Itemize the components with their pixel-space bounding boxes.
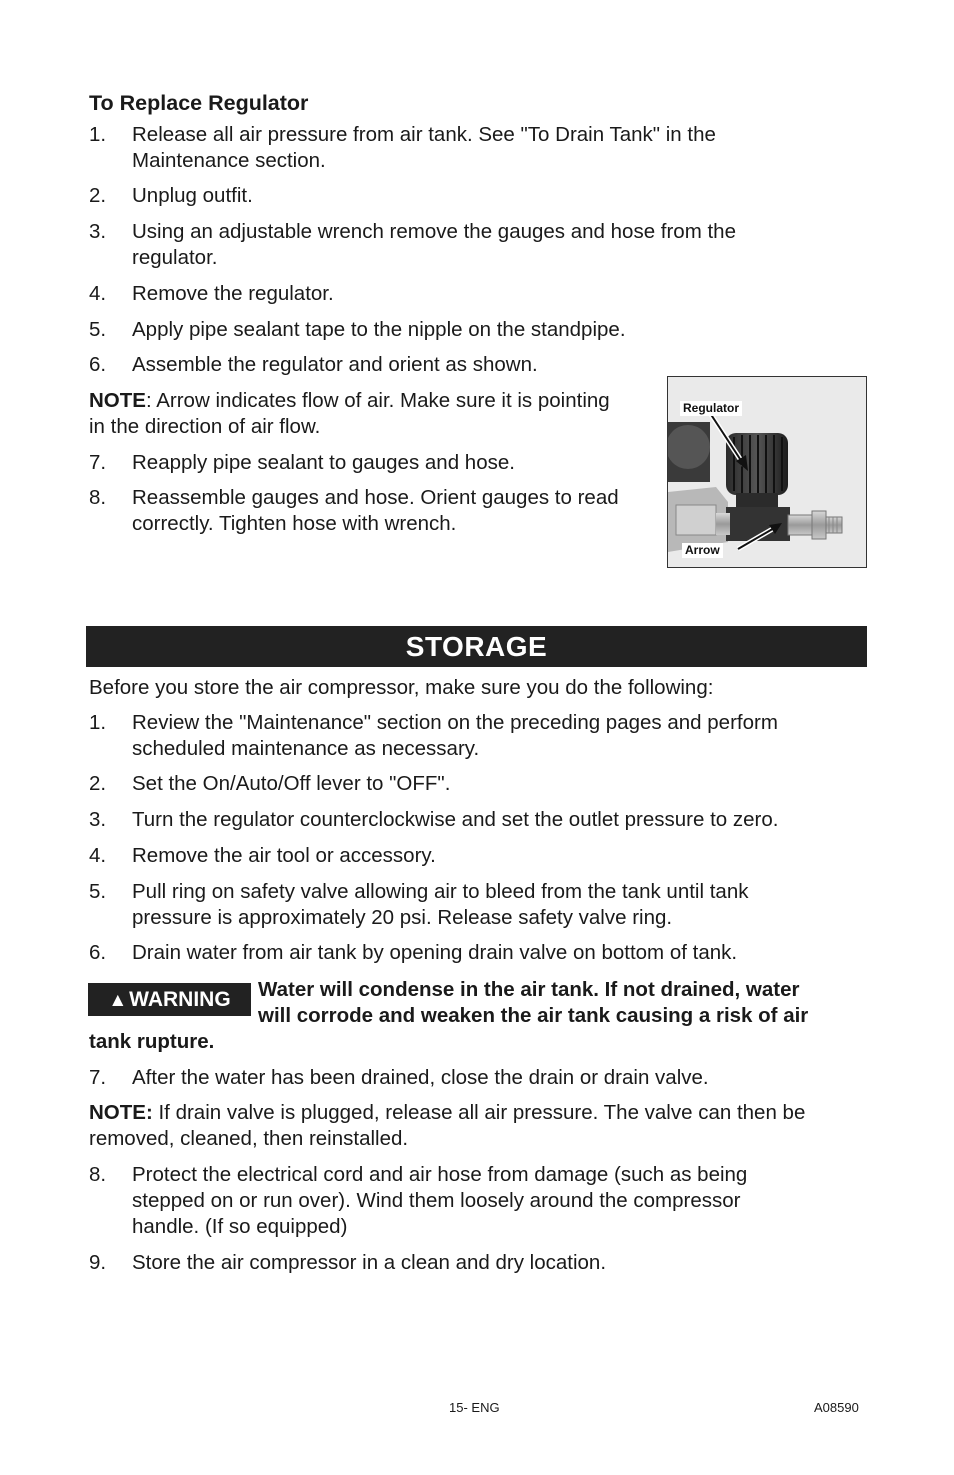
note-label: NOTE:: [89, 1101, 153, 1124]
note-text: in the direction of air flow.: [89, 415, 321, 438]
warning-badge-label: WARNING: [129, 988, 231, 1011]
step-number: 8.: [89, 1163, 107, 1186]
step-text: Unplug outfit.: [132, 184, 253, 207]
step-number: 1.: [89, 123, 107, 146]
warning-text: will corrode and weaken the air tank causing a risk of air: [258, 1004, 809, 1027]
step-number: 9.: [89, 1251, 107, 1274]
step-number: 3.: [89, 220, 107, 243]
step-text: Reassemble gauges and hose. Orient gauges to read: [132, 486, 619, 509]
step-text: Reapply pipe sealant to gauges and hose.: [132, 451, 515, 474]
step-number: 1.: [89, 711, 107, 734]
document-code: A08590: [814, 1400, 859, 1415]
step-text: Drain water from air tank by opening drain valve on bottom of tank.: [132, 941, 738, 964]
step-text: stepped on or run over). Wind them loosely around the compressor: [132, 1189, 741, 1212]
note-text: If drain valve is plugged, release all air pressure. The valve can then be: [152, 1101, 806, 1124]
step-text: Remove the regulator.: [132, 282, 334, 305]
warning-text: tank rupture.: [89, 1030, 215, 1053]
step-text: Apply pipe sealant tape to the nipple on the standpipe.: [132, 318, 626, 341]
figure-label-regulator: Regulator: [680, 401, 742, 416]
step-number: 6.: [89, 353, 107, 376]
storage-banner: STORAGE: [86, 626, 867, 667]
note-text: : Arrow indicates flow of air. Make sure it is pointing: [145, 389, 610, 412]
step-text: handle. (If so equipped): [132, 1215, 348, 1238]
storage-intro: Before you store the air compressor, make sure you do the following:: [89, 676, 714, 699]
regulator-figure: [667, 376, 867, 568]
step-text: regulator.: [132, 246, 218, 269]
step-text: Turn the regulator counterclockwise and set the outlet pressure to zero.: [132, 808, 779, 831]
warning-badge: [88, 983, 251, 1016]
step-text: After the water has been drained, close the drain or drain valve.: [132, 1066, 709, 1089]
step-number: 5.: [89, 318, 107, 341]
step-text: Maintenance section.: [132, 149, 326, 172]
warning-text: Water will condense in the air tank. If not drained, water: [258, 978, 800, 1001]
step-number: 6.: [89, 941, 107, 964]
step-text: Using an adjustable wrench remove the gauges and hose from the: [132, 220, 736, 243]
step-number: 2.: [89, 184, 107, 207]
step-text: correctly. Tighten hose with wrench.: [132, 512, 457, 535]
step-number: 2.: [89, 772, 107, 795]
step-text: Remove the air tool or accessory.: [132, 844, 436, 867]
step-number: 7.: [89, 451, 107, 474]
note-label: NOTE: [89, 389, 146, 412]
step-number: 8.: [89, 486, 107, 509]
step-text: Assemble the regulator and orient as shown.: [132, 353, 538, 376]
step-text: Set the On/Auto/Off lever to "OFF".: [132, 772, 451, 795]
step-number: 3.: [89, 808, 107, 831]
step-number: 4.: [89, 844, 107, 867]
warning-triangle-icon: ▲: [108, 990, 128, 1011]
section-heading-replace-regulator: To Replace Regulator: [89, 91, 309, 115]
step-number: 5.: [89, 880, 107, 903]
step-text: Review the "Maintenance" section on the preceding pages and perform: [132, 711, 778, 734]
step-text: scheduled maintenance as necessary.: [132, 737, 480, 760]
page-number: 15- ENG: [449, 1400, 500, 1415]
step-text: Store the air compressor in a clean and dry location.: [132, 1251, 607, 1274]
step-number: 4.: [89, 282, 107, 305]
note-text: removed, cleaned, then reinstalled.: [89, 1127, 409, 1150]
step-number: 7.: [89, 1066, 107, 1089]
step-text: Release all air pressure from air tank. See "To Drain Tank" in the: [132, 123, 716, 146]
figure-label-arrow: Arrow: [682, 543, 723, 558]
step-text: Protect the electrical cord and air hose from damage (such as being: [132, 1163, 748, 1186]
step-text: Pull ring on safety valve allowing air to bleed from the tank until tank: [132, 880, 749, 903]
step-text: pressure is approximately 20 psi. Release safety valve ring.: [132, 906, 673, 929]
